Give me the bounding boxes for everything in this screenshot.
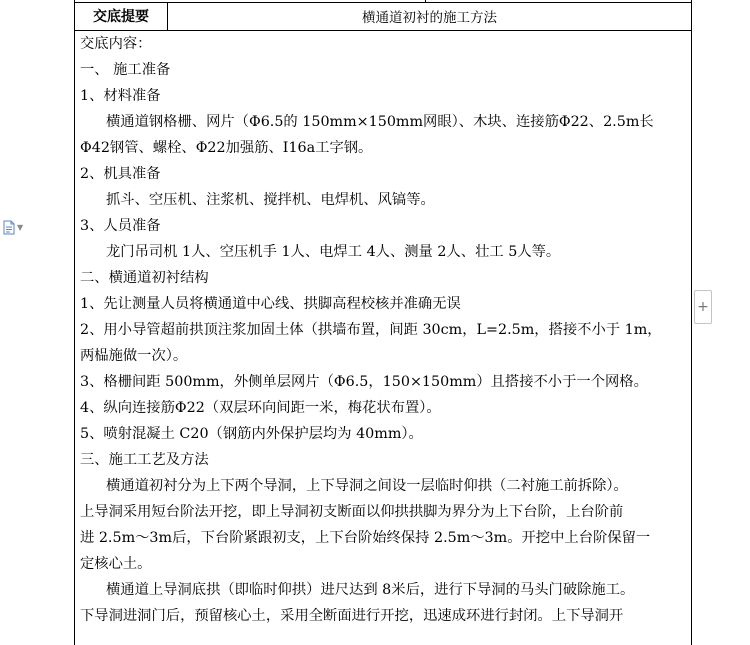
paragraph-line: 进 2.5m～3m后，下台阶紧跟初支，上下台阶始终保持 2.5m～3m。开挖中上台阶保留一 [80, 530, 651, 546]
list-item: 1、先让测量人员将横通道中心线、拱脚高程校核并准确无误 [80, 296, 461, 312]
summary-header-row [75, 2, 691, 31]
paragraph-line: 横通道钢格栅、网片（Φ6.5的 150mm×150mm网眼）、木块、连接筋Φ22、2.5m长 [106, 114, 654, 130]
subsection-heading: 2、机具准备 [80, 166, 161, 182]
list-item: 3、格栅间距 500mm，外侧单层网片（Φ6.5，150×150mm）且搭接不小于一个网格。 [80, 374, 648, 390]
list-item: 4、纵向连接筋Φ22（双层环向间距一米，梅花状布置）。 [80, 400, 441, 416]
paragraph-line: 横通道初衬分为上下两个导洞，上下导洞之间设一层临时仰拱（二衬施工前拆除）。 [106, 478, 628, 494]
list-item: 2、用小导管超前拱顶注浆加固土体（拱墙布置，间距 30cm，L=2.5m，搭接不小于 1m， [80, 322, 662, 338]
add-button[interactable]: + [694, 290, 712, 324]
document-icon [3, 220, 15, 235]
paragraph-line: 抓斗、空压机、注浆机、搅拌机、电焊机、风镐等。 [106, 192, 435, 208]
paragraph-line: 上导洞采用短台阶法开挖，即上导洞初支断面以仰拱拱脚为界分为上下台阶，上台阶前 [80, 504, 624, 520]
list-item: 5、喷射混凝土 C20（钢筋内外保护层均为 40mm）。 [80, 426, 423, 442]
content-heading: 交底内容： [80, 36, 152, 52]
summary-value: 横通道初衬的施工方法 [362, 10, 497, 26]
chevron-down-icon: ▼ [17, 222, 24, 232]
subsection-heading: 1、材料准备 [80, 88, 161, 104]
paragraph-line: 龙门吊司机 1人、空压机手 1人、电焊工 4人、测量 2人、壮工 5人等。 [106, 244, 561, 260]
list-item-continuation: 两榀施做一次）。 [80, 348, 188, 364]
section-heading: 三、施工工艺及方法 [80, 452, 209, 468]
disclosure-content [80, 31, 685, 629]
section-heading: 二、横通道初衬结构 [80, 270, 209, 286]
paragraph-line: 定核心土。 [80, 556, 152, 572]
section-heading: 一、 施工准备 [80, 62, 171, 78]
paragraph-line: Φ42钢管、螺栓、Φ22加强筋、I16a工字钢。 [80, 140, 373, 156]
paragraph-line: 下导洞进洞门后，预留核心土，采用全断面进行开挖，迅速成环进行封闭。上下导洞开 [80, 608, 624, 624]
document-table [74, 0, 692, 645]
paragraph-line: 横通道上导洞底拱（即临时仰拱）进尺达到 8米后，进行下导洞的马头门破除施工。 [106, 582, 635, 598]
document-options-icon[interactable] [3, 219, 25, 235]
summary-label: 交底提要 [75, 2, 168, 30]
subsection-heading: 3、人员准备 [80, 218, 161, 234]
